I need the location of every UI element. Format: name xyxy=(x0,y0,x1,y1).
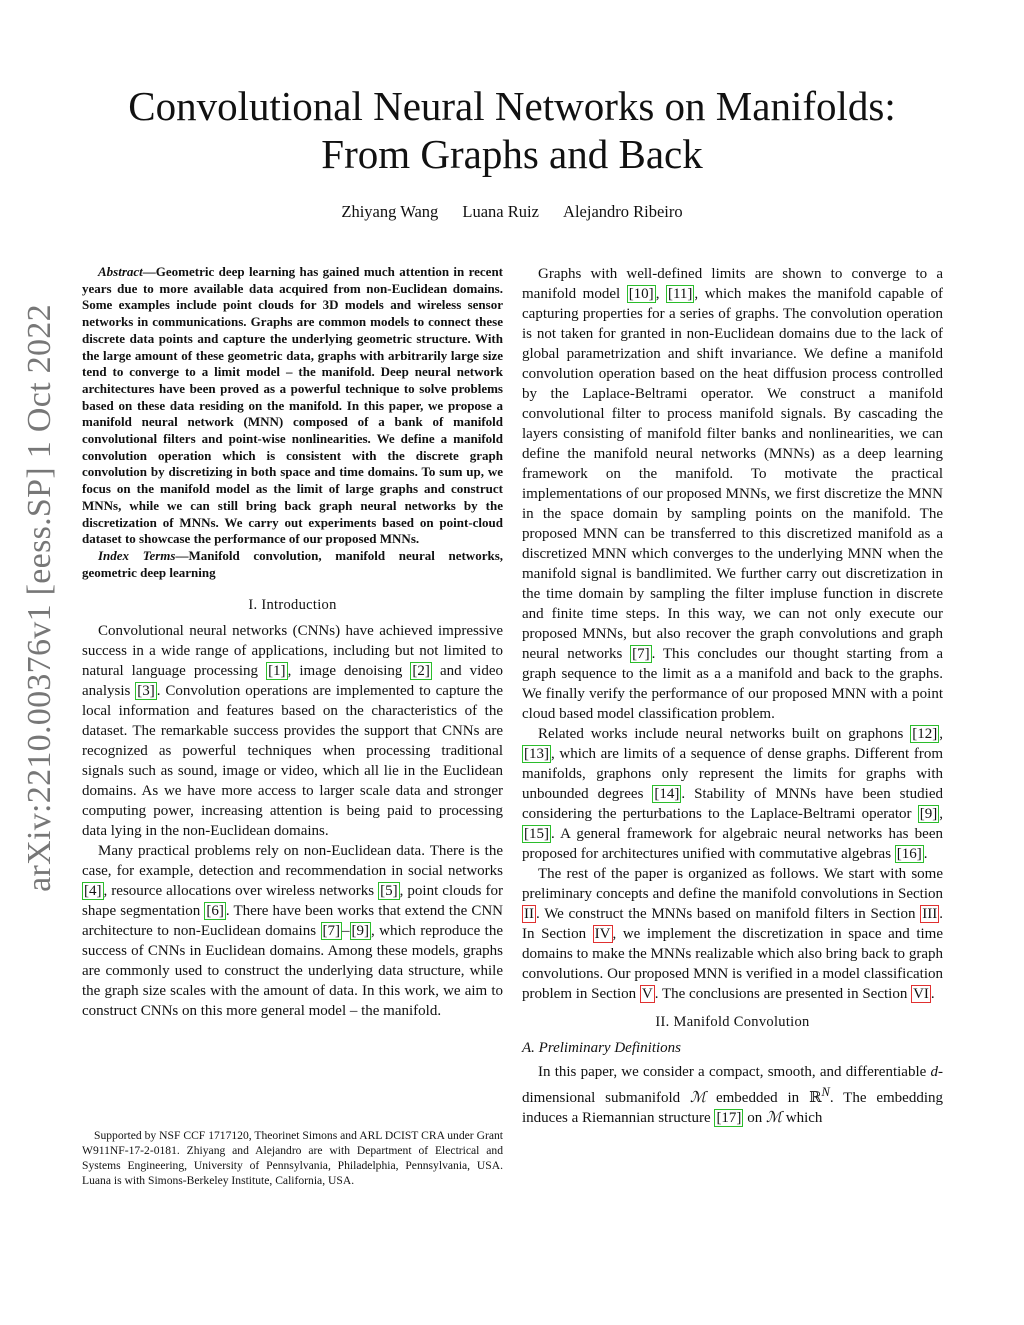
title-line-1: Convolutional Neural Networks on Manifolds: xyxy=(128,83,896,129)
section-ref-link[interactable]: V xyxy=(641,986,653,1002)
abstract-label: Abstract xyxy=(98,264,143,279)
math-superscript: N xyxy=(821,1085,830,1099)
section-ref-link[interactable]: IV xyxy=(594,926,611,942)
citation-link[interactable]: [6] xyxy=(206,903,224,920)
math-symbol: ℳ xyxy=(690,1090,707,1106)
citation-link[interactable]: [5] xyxy=(380,883,398,900)
citation-link[interactable]: [10] xyxy=(628,286,654,302)
right-paragraph-4: In this paper, we consider a compact, smooth, and differentiable d-dimensional submanifold ℳ embedded in ℝ$^N$. The embedding induces a Riemannian structure [17] on ℳ which xyxy=(522,1064,943,1126)
subsection-heading-preliminary: A. Preliminary Definitions xyxy=(522,1040,682,1056)
right-paragraph-3: The rest of the paper is organized as follows. We start with some preliminary concepts and define the manifold convolutions in Section II . We construct the MNNs based on manifold filters in Section III . In Section IV , we implement the discretization in space and time domains to make the MNNs realizable which also bring back to graph convolutions. Our proposed MNN is verified in a model classification problem in Section V . The conclusions are presented in Section VI . xyxy=(522,866,943,1002)
index-terms-text: —Manifold convolution, manifold neural networks, geometric deep learning xyxy=(82,547,504,580)
footnote: Supported by NSF CCF 1717120, Theorinet Simons and ARL DCIST CRA under Grant W911NF-17-2-0181. Zhiyang and Alejandro are with Department of Electrical and Systems Engineering, University of Pennsylvania, Philadelphia, Pennsylvania, USA. Luana is with Simons-Berkeley Institute, California, USA. xyxy=(82,1129,503,1187)
section-heading-introduction: I. Introduction xyxy=(248,597,337,614)
citation-link[interactable]: [16] xyxy=(896,846,922,862)
section-ref-link[interactable]: III xyxy=(922,906,938,922)
citation-link[interactable]: [3] xyxy=(137,683,155,700)
index-terms-label: Index Terms xyxy=(98,547,176,563)
citation-link[interactable]: [9] xyxy=(351,923,369,940)
citation-link[interactable]: [2] xyxy=(412,663,430,680)
intro-paragraph-1: Convolutional neural networks (CNNs) have achieved impressive success in a wide range of applications, including but not limited to natural language processing [1] , image denoising [2] and video analysis [3] . Convolution operations are implemented to capture the local information and features based on the characteristics of the dataset. The remarkable success provides the support that CNNs are recognized as powerful techniques when processing traditional signals such as sound, image or video, which all lie in the Euclidean domains. As we have more access to larger scale data and stronger computing power, increasing attention is being paid to processing data lying in the non-Euclidean domains. xyxy=(82,623,503,840)
right-paragraph-2: Related works include neural networks built on graphons [12] , [13] , which are limits of a sequence of dense graphs. Different from manifolds, graphons only represent the limits for graphs with unbounded degrees [14] . Stability of MNNs have been studied considering the perturbations to the Laplace-Beltrami operator [9] , [15] . A general framework for algebraic neural networks has been proposed for architectures unified with commutative algebras [16] . xyxy=(522,726,943,862)
citation-link[interactable]: [4] xyxy=(84,883,102,900)
citation-link[interactable]: [15] xyxy=(524,826,549,842)
abstract xyxy=(82,264,503,548)
arxiv-stamp: arXiv:2210.00376v1 [eess.SP] 1 Oct 2022 xyxy=(21,304,58,892)
section-ref-link[interactable]: VI xyxy=(913,986,929,1002)
author-1: Zhiyang Wang xyxy=(341,202,439,221)
author-2: Luana Ruiz xyxy=(462,202,539,221)
right-column xyxy=(522,264,943,1128)
math-symbol: ℳ xyxy=(765,1110,782,1126)
title-line-2: From Graphs and Back xyxy=(321,131,703,177)
citation-link[interactable]: [7] xyxy=(322,923,340,940)
intro-paragraph-2: Many practical problems rely on non-Euclidean data. There is the case, for example, detection and recommendation in social networks [4] , resource allocations over wireless networks [5] , point clouds for shape segmentation [6] . There have been works that extend the CNN architecture to non-Euclidean domains [7] – [9] , which reproduce the success of CNNs in Euclidean domains. Among these models, graphs are commonly used to construct the underlying data structure, while the graph size scales with the amount of data. In this work, we aim to construct CNNs on this more general model – the manifold. xyxy=(82,843,504,1020)
citation-link[interactable]: [1] xyxy=(268,663,286,680)
section-ref-link[interactable]: II xyxy=(524,906,534,922)
citation-link[interactable]: [17] xyxy=(716,1110,742,1126)
citation-link[interactable]: [12] xyxy=(912,726,938,742)
author-list xyxy=(100,202,924,222)
citation-link[interactable]: [13] xyxy=(524,746,549,762)
citation-link[interactable]: [9] xyxy=(919,806,938,822)
right-paragraph-1: Graphs with well-defined limits are shown to converge to a manifold model [10] , [11] , which makes the manifold capable of capturing properties for a series of graphs. The convolution operation is not taken for granted in non-Euclidean domains due to the lack of global parametrization and shift invariance. We define a manifold convolution operation based on the heat diffusion process controlled by the Laplace-Beltrami operator. We construct a manifold convolutional filter to process manifold signals. By cascading the layers consisting of manifold filter banks and nonlinearities, we can define the manifold neural networks (MNNs) as a deep learning framework on the manifold. To motivate the practical implementations of our proposed MNNs, we first discretize the MNN in the space domain by sampling points on the manifold. The proposed MNN can be transferred to this discretized manifold as a discretized MNN which converges to the underlying MNN when the manifold signal is bandlimited. We further carry out discretization in the time domain by sampling the filter impluse function in discrete and finite time steps. In this way, we can not only execute our proposed MNNs, but also recover the graph convolutions and graph neural networks [7] . This concludes our thought starting from a graph sequence to the limit as a a manifold and back to the graphs. We finally verify the performance of our proposed MNN with a point cloud based model classification problem. xyxy=(522,266,944,722)
abstract-text: —Geometric deep learning has gained much attention in recent years due to more available data acquired from non-Euclidean domains. Some examples include point clouds for 3D models and wireless sensor networks in communications. Graphs are common models to connect these discrete data points and capture the underlying geometric structure. With the large amount of these geometric data, graphs with arbitrarily large size tend to converge to a limit model – the manifold. Deep neural network architectures have been proved as a powerful technique to solve problems based on these data residing on the manifold. In this paper, we propose a manifold neural network (MNN) composed of a bank of manifold convolutional filters and point-wise nonlinearities. We define a manifold convolution operation which is consistent with the discrete graph convolution by discretizing in both space and time domains. To sum up, we focus on the manifold model as the limit of large graphs and construct MNNs, while we can still bring back graph neural networks by the discretization of MNNs. We carry out experiments based on point-cloud dataset to showcase the performance of our proposed MNNs. xyxy=(82,264,503,547)
index-terms xyxy=(82,548,503,581)
citation-link[interactable]: [11] xyxy=(667,286,693,302)
paper-title xyxy=(100,82,924,178)
citation-link[interactable]: [7] xyxy=(632,646,650,662)
left-column xyxy=(82,264,503,1021)
math-symbol: ℝ xyxy=(809,1090,822,1106)
math-symbol: d xyxy=(930,1064,938,1080)
citation-link[interactable]: [14] xyxy=(654,786,680,802)
section-heading-manifold-convolution: II. Manifold Convolution xyxy=(655,1014,810,1030)
author-3: Alejandro Ribeiro xyxy=(563,202,683,221)
